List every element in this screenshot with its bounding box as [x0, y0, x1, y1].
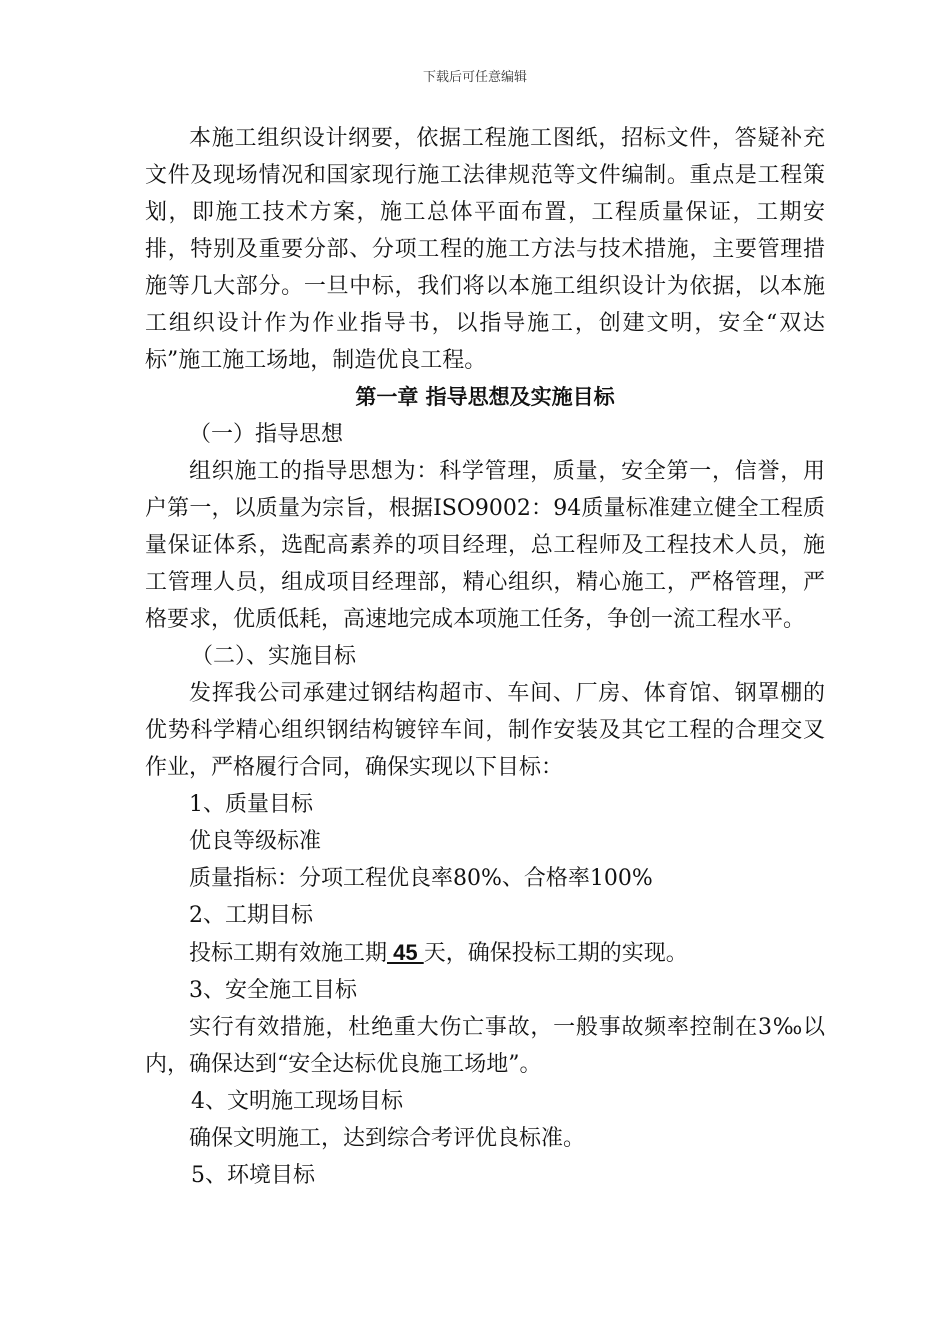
civil-goal-heading: 4、文明施工现场目标	[191, 1089, 403, 1114]
environment-goal-heading: 5、环境目标	[191, 1163, 315, 1188]
targets-paragraph: 发挥我公司承建过钢结构超市、车间、厂房、体育馆、钢罩棚的优势科学精心组织钢结构镀锌车间，制作安装及其它工程的合理交叉作业，严格履行合同，确保实现以下目标：	[145, 681, 825, 780]
schedule-goal-heading: 2、工期目标	[189, 903, 313, 928]
schedule-days: 45	[387, 940, 424, 965]
page-header: 下载后可任意编辑	[422, 70, 527, 85]
schedule-suffix: 天，确保投标工期的实现。	[423, 941, 688, 966]
chapter-title: 第一章 指导思想及实施目标	[355, 385, 615, 409]
safety-goal-heading: 3、安全施工目标	[189, 978, 357, 1003]
guiding-ideology-paragraph: 组织施工的指导思想为：科学管理，质量，安全第一，信誉，用户第一，以质量为宗旨，根据ISO9002：94质量标准建立健全工程质量保证体系，选配高素养的项目经理，总工程师及工程技术人员，施工管理人员，组成项目经理部，精心组织，精心施工，严格管理，严格要求，优质低耗，高速地完成本项施工任务，争创一流工程水平。	[145, 459, 825, 632]
intro-paragraph: 本施工组织设计纲要，依据工程施工图纸，招标文件，答疑补充文件及现场情况和国家现行施工法律规范等文件编制。重点是工程策划，即施工技术方案，施工总体平面布置，工程质量保证，工期安排，特别及重要分部、分项工程的施工方法与技术措施，主要管理措施等几大部分。一旦中标，我们将以本施工组织设计为依据，以本施工组织设计作为作业指导书，以指导施工，创建文明，安全“双达标”施工施工场地，制造优良工程。	[145, 126, 825, 373]
civil-goal-text: 确保文明施工，达到综合考评优良标准。	[189, 1126, 586, 1151]
document-body	[145, 120, 825, 1194]
safety-goal-text: 实行有效措施，杜绝重大伤亡事故，一般事故频率控制在3‰以内，确保达到“安全达标优良施工场地”。	[145, 1015, 825, 1077]
schedule-prefix: 投标工期有效施工期	[189, 941, 388, 966]
section-heading-guiding-ideology: （一）指导思想	[189, 422, 344, 447]
quality-standard: 优良等级标准	[189, 829, 322, 854]
schedule-goal-line	[145, 934, 825, 972]
section-heading-targets: （二）、实施目标	[191, 644, 357, 669]
quality-goal-heading: 1、质量目标	[189, 792, 313, 817]
quality-index: 质量指标：分项工程优良率80%、合格率100%	[189, 866, 653, 891]
